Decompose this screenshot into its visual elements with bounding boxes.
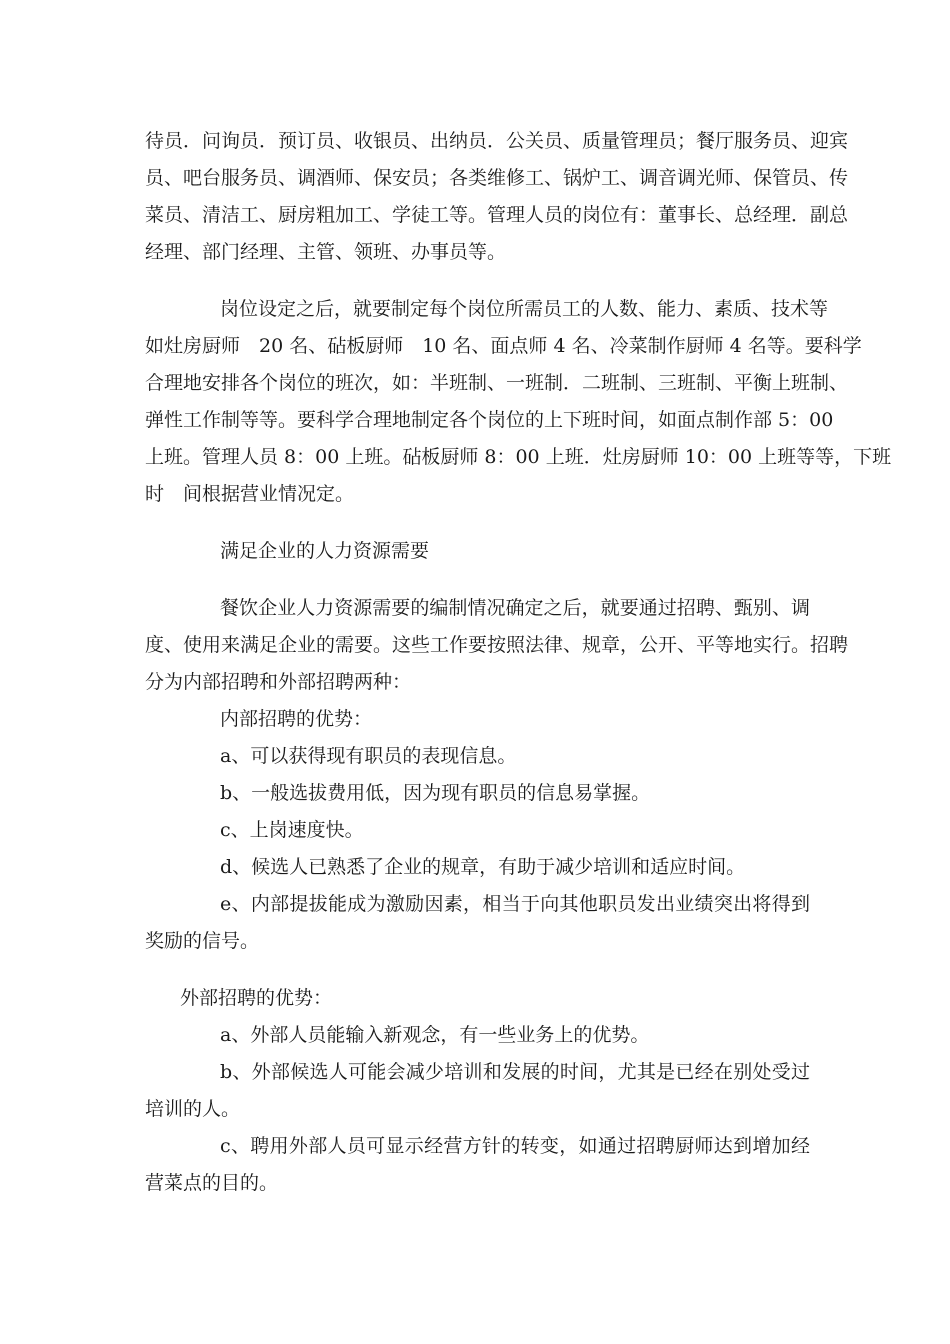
list-item: b、外部候选人可能会减少培训和发展的时间，尤其是已经在别处受过 (220, 1061, 810, 1083)
list-item-continuation: 培训的人。 (145, 1098, 241, 1120)
text-line: 菜员、清洁工、厨房粗加工、学徒工等。管理人员的岗位有：董事长、总经理．副总 (145, 204, 849, 226)
text-line: 度、使用来满足企业的需要。这些工作要按照法律、规章，公开、平等地实行。招聘 (145, 634, 849, 656)
list-item: a、外部人员能输入新观念，有一些业务上的优势。 (220, 1024, 650, 1046)
text-line: 待员．问询员．预订员、收银员、出纳员．公关员、质量管理员；餐厅服务员、迎宾 (145, 130, 849, 152)
list-item: d、候选人已熟悉了企业的规章，有助于减少培训和适应时间。 (220, 856, 746, 878)
subsection-title: 内部招聘的优势： (220, 708, 373, 730)
subsection-title: 外部招聘的优势： (180, 987, 333, 1009)
text-line: 岗位设定之后，就要制定每个岗位所需员工的人数、能力、素质、技术等 (220, 298, 829, 320)
list-item: c、聘用外部人员可显示经营方针的转变，如通过招聘厨师达到增加经 (220, 1135, 810, 1157)
text-line: 餐饮企业人力资源需要的编制情况确定之后，就要通过招聘、甄别、调 (220, 597, 810, 619)
text-line: 合理地安排各个岗位的班次，如：半班制、一班制．二班制、三班制、平衡上班制、 (145, 372, 849, 394)
text-line: 员、吧台服务员、调酒师、保安员；各类维修工、锅炉工、调音调光师、保管员、传 (145, 167, 849, 189)
list-item-continuation: 营菜点的目的。 (145, 1172, 279, 1194)
text-line: 上班。管理人员 8：00 上班。砧板厨师 8：00 上班．灶房厨师 10：00 上班等等，下班 (145, 446, 892, 468)
text-line: 时 间根据营业情况定。 (145, 483, 355, 505)
text-line: 经理、部门经理、主管、领班、办事员等。 (145, 241, 507, 263)
list-item: c、上岗速度快。 (220, 819, 364, 841)
list-item: b、一般选拔费用低，因为现有职员的信息易掌握。 (220, 782, 651, 804)
section-heading: 满足企业的人力资源需要 (220, 540, 430, 562)
list-item: e、内部提拔能成为激励因素，相当于向其他职员发出业绩突出将得到 (220, 893, 810, 915)
text-line: 分为内部招聘和外部招聘两种： (145, 671, 412, 693)
text-line: 如灶房厨师 20 名、砧板厨师 10 名、面点师 4 名、冷菜制作厨师 4 名等。要科学 (145, 335, 862, 357)
list-item: a、可以获得现有职员的表现信息。 (220, 745, 517, 767)
list-item-continuation: 奖励的信号。 (145, 930, 260, 952)
text-line: 弹性工作制等等。要科学合理地制定各个岗位的上下班时间，如面点制作部 5：00 (145, 409, 834, 431)
